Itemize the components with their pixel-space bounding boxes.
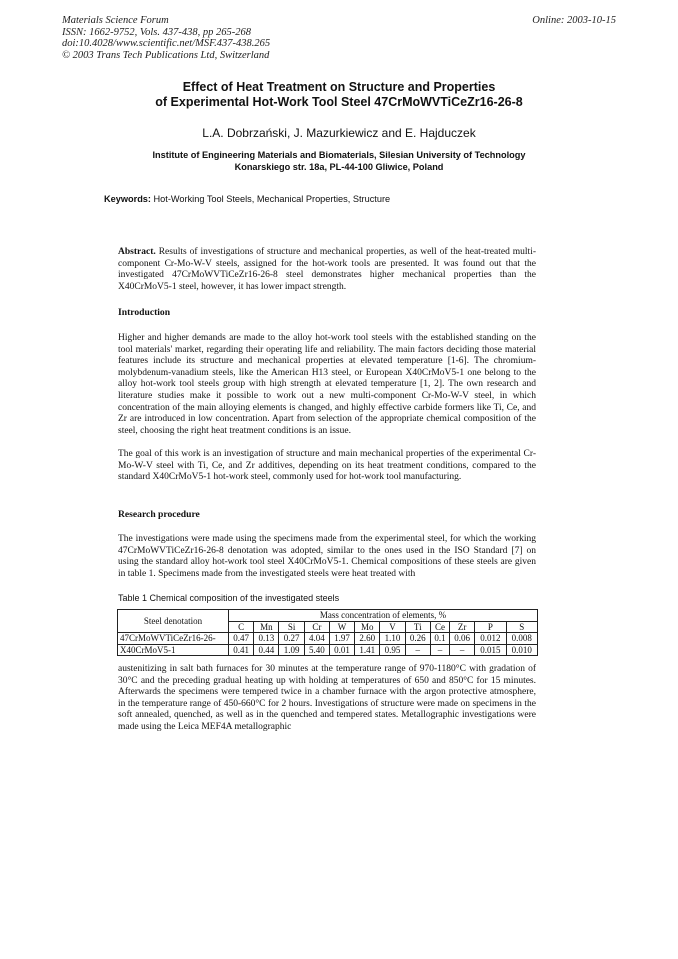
table-cell: 0.13 (254, 633, 279, 645)
element-header: Cr (304, 621, 329, 633)
element-header: Ce (430, 621, 449, 633)
affiliation-line-1: Institute of Engineering Materials and Biomaterials, Silesian University of Technology (152, 150, 526, 160)
element-header: Si (279, 621, 304, 633)
table-cell: 0.47 (229, 633, 254, 645)
journal-copyright: © 2003 Trans Tech Publications Ltd, Switzerland (62, 49, 270, 61)
element-header: V (380, 621, 405, 633)
table-caption: Table 1 Chemical composition of the investigated steels (118, 593, 340, 603)
abstract (118, 247, 536, 293)
steel-name: 47CrMoWVTiCeZr16-26- (118, 633, 229, 645)
table-cell: 0.015 (475, 644, 506, 656)
journal-issn: ISSN: 1662-9752, Vols. 437-438, pp 265-268 (62, 26, 251, 38)
keywords (104, 194, 390, 204)
table-cell: 0.01 (329, 644, 354, 656)
table-cell: 0.95 (380, 644, 405, 656)
table-cell: 5.40 (304, 644, 329, 656)
journal-doi: doi:10.4028/www.scientific.net/MSF.437-438.265 (62, 38, 271, 49)
table-cell: 0.44 (254, 644, 279, 656)
table-cell: 1.97 (329, 633, 354, 645)
affiliation (40, 150, 638, 173)
table-row (118, 633, 538, 645)
table-cell: 0.27 (279, 633, 304, 645)
table-cell: 1.41 (355, 644, 380, 656)
steel-denotation-header: Steel denotation (118, 610, 229, 633)
abstract-label: Abstract. (118, 247, 156, 257)
element-header: Mn (254, 621, 279, 633)
table-cell: 0.41 (229, 644, 254, 656)
journal-name: Materials Science Forum (62, 15, 169, 26)
element-header: Ti (405, 621, 430, 633)
research-paragraph-1: The investigations were made using the specimens made from the experimental steel, for which the working 47CrMoWVTiCeZr16-26-8 denotation was adopted, similar to the ones used in the ISO Standard [7] on using the standard alloy hot-work tool steel X40CrMoV5-1. Chemical compositions of these steels are given in table 1. Specimens made from the investigated steels were heat treated with (118, 534, 536, 579)
table-cell: 0.26 (405, 633, 430, 645)
online-date: Online: 2003-10-15 (532, 15, 616, 26)
paper-title (40, 80, 638, 110)
table-cell: 0.1 (430, 633, 449, 645)
keywords-text: Hot-Working Tool Steels, Mechanical Properties, Structure (153, 194, 391, 204)
table-header-row (118, 610, 538, 622)
table-cell: – (405, 644, 430, 656)
element-header: W (329, 621, 354, 633)
element-header: S (506, 621, 537, 633)
keywords-label: Keywords: (104, 194, 151, 204)
table-cell: 0.010 (506, 644, 537, 656)
table-cell: 2.60 (355, 633, 380, 645)
table-cell: 1.09 (279, 644, 304, 656)
steel-name: X40CrMoV5-1 (118, 644, 229, 656)
abstract-text: Results of investigations of structure and mechanical properties, as well of the heat-treated multi-component Cr-Mo-W-V steels, assigned for the hot-work tools are presented. It was found out that the investigated 47CrMoWVTiCeZr16-26-8 steel demonstrates higher mechanical properties than the X40CrMoV5-1 steel, however, it has lower impact strength. (118, 247, 537, 292)
table-row (118, 644, 538, 656)
element-header: C (229, 621, 254, 633)
mass-concentration-header: Mass concentration of elements, % (229, 610, 538, 622)
introduction-paragraph-2: The goal of this work is an investigation of structure and main mechanical properties of the experimental Cr-Mo-W-V steel with Ti, Ce, and Zr additives, depending on its heat treatment conditions, compared to the standard X40CrMoV5-1 hot-work steel, commonly used for hot-work tool manufacturing. (118, 449, 536, 483)
introduction-heading: Introduction (118, 307, 171, 318)
introduction-paragraph-1: Higher and higher demands are made to the alloy hot-work tool steels with the established standing on the tool materials' market, regarding their operating life and reliability. The main factors deciding those material features include its structure and mechanical properties at elevated temperature [1-6]. The chromium-molybdenum-vanadium steels, like the American H13 steel, or European X40CrMoV5-1 one belong to the alloy hot-work tool steels group with high strength at elevated temperature [1, 2]. The own research and literature studies make it possible to work out a new multi-component Cr-Mo-W-V steel, in which concentration of the main alloying elements is changed, and highly effective carbide formers like Ti, Ce, and Zr are introduced in low concentration. Apart from selection of the appropriate chemical composition of the steel, choosing the right heat treatment conditions is an issue. (118, 333, 536, 436)
journal-info (62, 15, 270, 61)
research-paragraph-2: austenitizing in salt bath furnaces for 30 minutes at the temperature range of 970-1180°C with gradation of 30°C and the preceding gradual heating up with holding at temperatures of 650 and 850°C for 15 minutes. Afterwards the specimens were tempered twice in a chamber furnace with the argon protective atmosphere, in the temperature range of 450-660°C for 2 hours. Investigations of structure were made on specimens in the soft annealed, quenched, as well as in the quenched and tempered states. Metallographic investigations were made using the Leica MEF4A metallographic (118, 664, 536, 732)
element-header: P (475, 621, 506, 633)
element-header: Zr (450, 621, 475, 633)
table-cell: 0.06 (450, 633, 475, 645)
element-header: Mo (355, 621, 380, 633)
chemical-composition-table (117, 609, 538, 656)
authors: L.A. Dobrzański, J. Mazurkiewicz and E. Hajduczek (202, 126, 476, 140)
research-heading: Research procedure (118, 509, 200, 520)
title-line-2: of Experimental Hot-Work Tool Steel 47CrMoWVTiCeZr16-26-8 (155, 95, 523, 109)
table-cell: 0.012 (475, 633, 506, 645)
title-line-1: Effect of Heat Treatment on Structure and Properties (182, 80, 496, 94)
table-cell: – (450, 644, 475, 656)
affiliation-line-2: Konarskiego str. 18a, PL-44-100 Gliwice, Poland (234, 161, 444, 172)
table-cell: 1.10 (380, 633, 405, 645)
table-cell: 0.008 (506, 633, 537, 645)
table-cell: – (430, 644, 449, 656)
table-cell: 4.04 (304, 633, 329, 645)
